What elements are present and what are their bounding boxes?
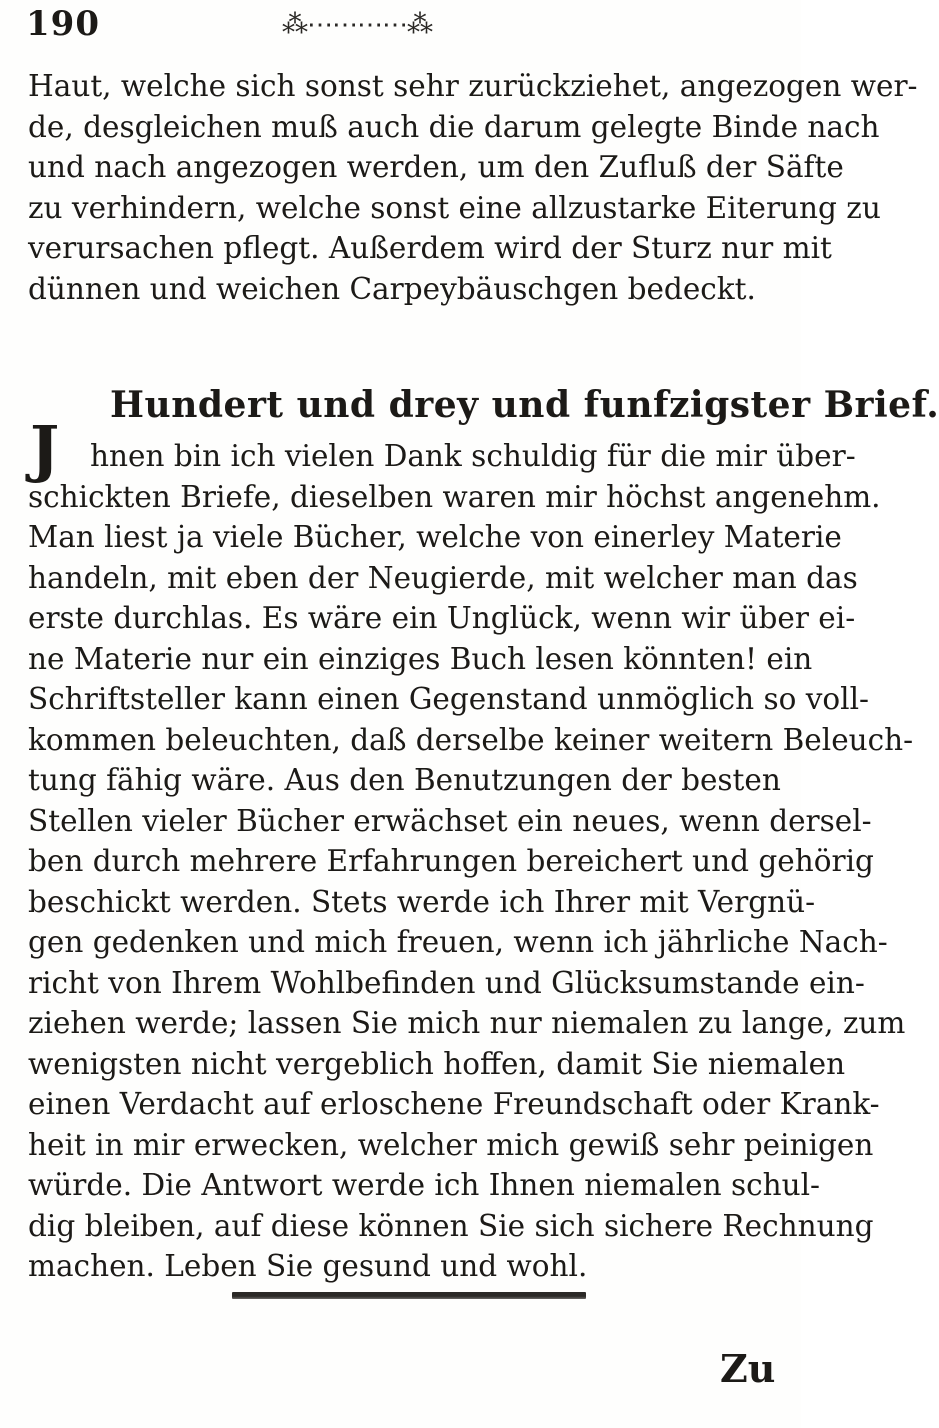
text-line: de, desgleichen muß auch die darum gelegte Binde nach	[28, 109, 880, 144]
page-number: 190	[26, 4, 100, 44]
text-line: ne Materie nur ein einziges Buch lesen könnten! ein	[28, 641, 813, 676]
text-line: kommen beleuchten, daß derselbe keiner weitern Beleuch-	[28, 722, 914, 757]
catchword: Zu	[720, 1346, 776, 1391]
text-line: wenigsten nicht vergeblich hoffen, damit Sie niemalen	[28, 1046, 846, 1081]
drop-capital: J	[30, 412, 60, 485]
text-line: Schriftsteller kann einen Gegenstand unmöglich so voll-	[28, 682, 869, 716]
text-line: dünnen und weichen Carpeybäuschgen bedeckt.	[28, 271, 756, 306]
text-line: Stellen vieler Bücher erwächset ein neues, wenn dersel-	[28, 803, 872, 838]
text-line: handeln, mit eben der Neugierde, mit welcher man das	[28, 560, 858, 595]
text-line: ben durch mehrere Erfahrungen bereichert und gehörig	[28, 844, 874, 878]
header-ornament: ⁂⋯⋯⋯⋯⁂	[282, 10, 432, 40]
text-line: heit in mir erwecken, welcher mich gewiß sehr peinigen	[28, 1127, 874, 1162]
text-line: tung fähig wäre. Aus den Benutzungen der besten	[28, 763, 781, 797]
text-line: und nach angezogen werden, um den Zufluß der Säfte	[28, 150, 844, 184]
text-line: hnen bin ich vielen Dank schuldig für die mir über-	[90, 439, 856, 473]
text-line: einen Verdacht auf erloschene Freundschaft oder Krank-	[28, 1087, 880, 1121]
end-rule-divider	[232, 1292, 586, 1299]
text-line: beschickt werden. Stets werde ich Ihrer mit Vergnü-	[28, 884, 816, 919]
text-line: Haut, welche sich sonst sehr zurückziehet, angezogen wer-	[28, 69, 918, 103]
text-line: machen. Leben Sie gesund und wohl.	[28, 1249, 588, 1283]
text-line: Man liest ja viele Bücher, welche von einerley Materie	[28, 520, 842, 554]
paragraph-top	[28, 66, 918, 309]
text-line: erste durchlas. Es wäre ein Unglück, wenn wir über ei-	[28, 601, 856, 635]
text-line: ziehen werde; lassen Sie mich nur niemalen zu lange, zum	[28, 1006, 906, 1040]
text-line: gen gedenken und mich freuen, wenn ich jährliche Nach-	[28, 925, 888, 959]
text-line: zu verhindern, welche sonst eine allzustarke Eiterung zu	[28, 190, 881, 225]
text-line: richt von Ihrem Wohlbefinden und Glücksumstande ein-	[28, 965, 865, 1000]
text-line: würde. Die Antwort werde ich Ihnen niemalen schul-	[28, 1168, 821, 1202]
text-line: schickten Briefe, dieselben waren mir höchst angenehm.	[28, 479, 881, 514]
text-line: dig bleiben, auf diese können Sie sich sichere Rechnung	[28, 1208, 874, 1243]
letter-heading: Hundert und drey und funfzigster Brief.	[110, 384, 939, 426]
text-line: verursachen pflegt. Außerdem wird der Sturz nur mit	[28, 231, 832, 265]
letter-body	[28, 436, 914, 1287]
